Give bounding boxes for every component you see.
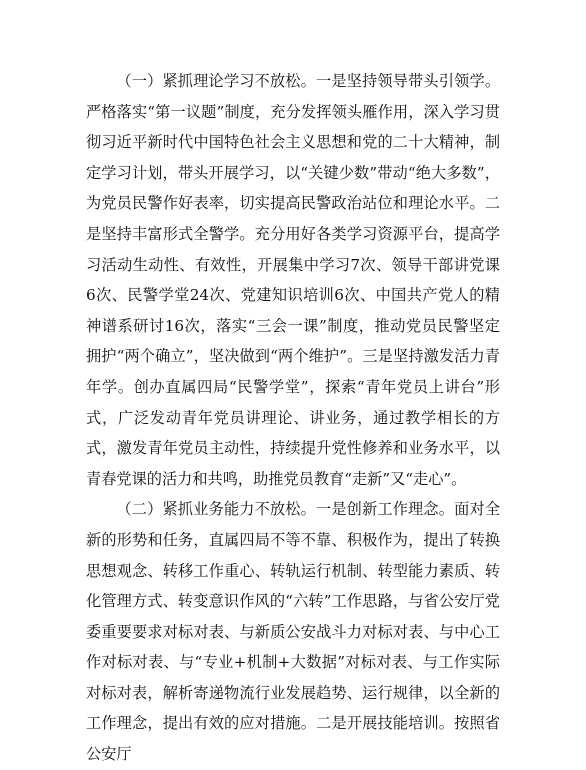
paragraph-business-ability: （二）紧抓业务能力不放松。一是创新工作理念。面对全新的形势和任务，直属四局不等不靠、积极作为，提出了转换思想观念、转移工作重心、转轨运行机制、转型能力素质、转化管理方式、转变意识作风的“六转”工作思路，与省公安厅党委重要要求对标对表、与新质公安战斗力对标对表、与中心工作对标对表、与“专业+机制+大数据”对标对表、与工作实际对标对表，解析寄递物流行业发展趋势、运行规律，以全新的工作理念，提出有效的应对措施。二是开展技能培训。按照省公安厅: [86, 500, 500, 764]
document-body: [86, 66, 500, 770]
paragraph-theory-study: （一）紧抓理论学习不放松。一是坚持领导带头引领学。严格落实“第一议题”制度，充分发挥领头雁作用，深入学习贯彻习近平新时代中国特色社会主义思想和党的二十大精神，制定学习计划，带头开展学习，以“关键少数”带动“绝大多数”，为党员民警作好表率，切实提高民警政治站位和理论水平。二是坚持丰富形式全警学。充分用好各类学习资源平台，提高学习活动生动性、有效性，开展集中学习7次、领导干部讲党课6次、民警学堂24次、党建知识培训6次、中国共产党人的精神谱系研讨16次，落实“三会一课”制度，推动党员民警坚定拥护“两个确立”，坚决做到“两个维护”。三是坚持激发活力青年学。创办直属四局“民警学堂”，探索“青年党员上讲台”形式，广泛发动青年党员讲理论、讲业务，通过教学相长的方式，激发青年党员主动性，持续提升党性修养和业务水平，以青春党课的活力和共鸣，助推党员教育“走新”又“走心”。: [86, 72, 500, 488]
